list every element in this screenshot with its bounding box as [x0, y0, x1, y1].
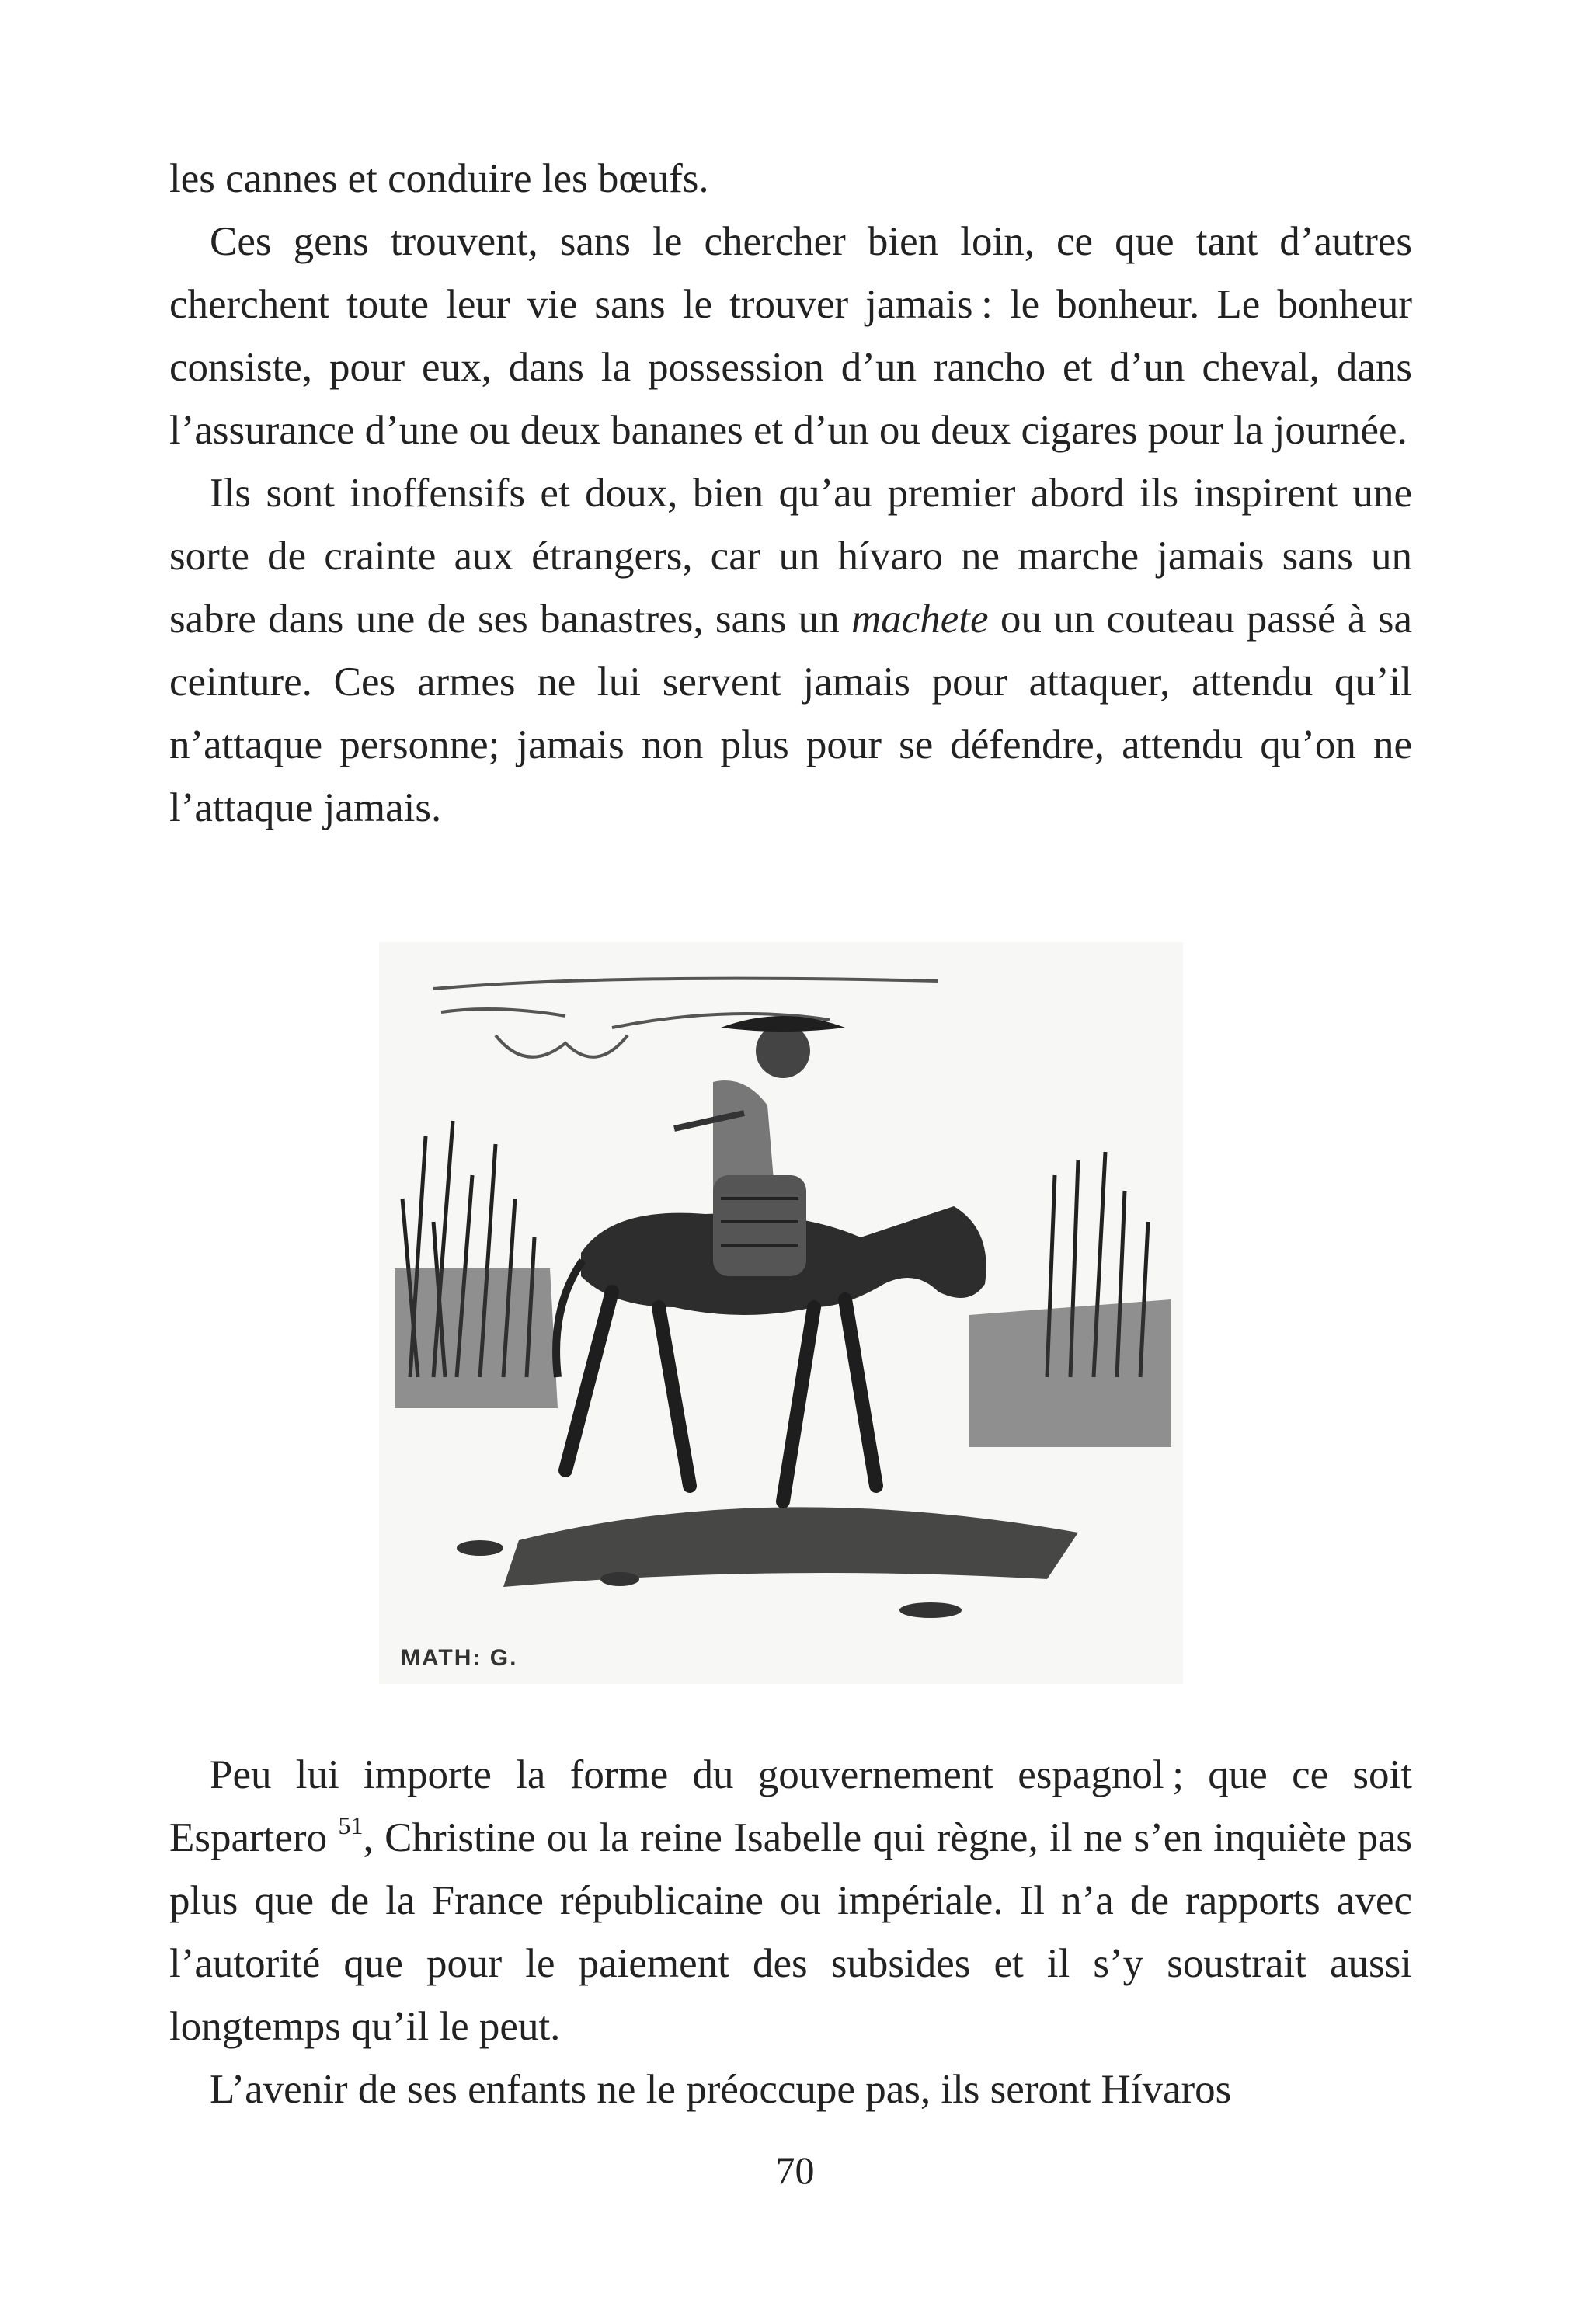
- paragraph-text: Ils sont inoffensifs et doux, bien qu’au premier abord ils inspirent une sorte de crainte aux étrangers, car un hívaro ne marche jamais sans un sabre dans une de ses banastres, sans un: [169, 471, 1412, 642]
- footnote-reference[interactable]: 51: [338, 1811, 364, 1839]
- paragraph-text: Peu lui importe la forme du gouvernement espagnol ; que ce soit Espartero: [169, 1752, 1412, 1860]
- italic-term: machete: [851, 597, 989, 642]
- paragraph-text: ou un couteau passé à sa ceinture. Ces armes ne lui servent jamais pour attaquer, attendu qu’il n’attaque personne; jamais non plus pour se défendre, attendu qu’on ne l’attaque jamais.: [169, 597, 1412, 830]
- paragraph: les cannes et conduire les bœufs.: [169, 156, 709, 201]
- paragraph: [169, 462, 1412, 840]
- text-block-top: [169, 148, 1412, 840]
- paragraph: L’avenir de ses enfants ne le préoccupe pas, ils seront Hívaros: [210, 2067, 1232, 2112]
- text-block-bottom: [169, 1744, 1412, 2121]
- page-number: 70: [775, 2148, 815, 2192]
- paragraph-text: , Christine ou la reine Isabelle qui règne, il ne s’en inquiète pas plus que de la France républicaine ou impériale. Il n’a de rapports avec l’autorité que pour le paiement des subsides et il s’y soustrait aussi longtemps qu’il le peut.: [169, 1815, 1412, 2049]
- engraving-illustration: [379, 942, 1183, 1684]
- paragraph: Ces gens trouvent, sans le chercher bien loin, ce que tant d’autres cherchent toute leur vie sans le trouver jamais : le bonheur. Le bonheur consiste, pour eux, dans la possession d’un rancho et d’un cheval, dans l’assurance d’une ou deux bananes et d’un ou deux cigares pour la journée.: [169, 219, 1412, 453]
- paragraph: [169, 1744, 1412, 2058]
- engraver-signature: MATH: G.: [401, 1645, 518, 1671]
